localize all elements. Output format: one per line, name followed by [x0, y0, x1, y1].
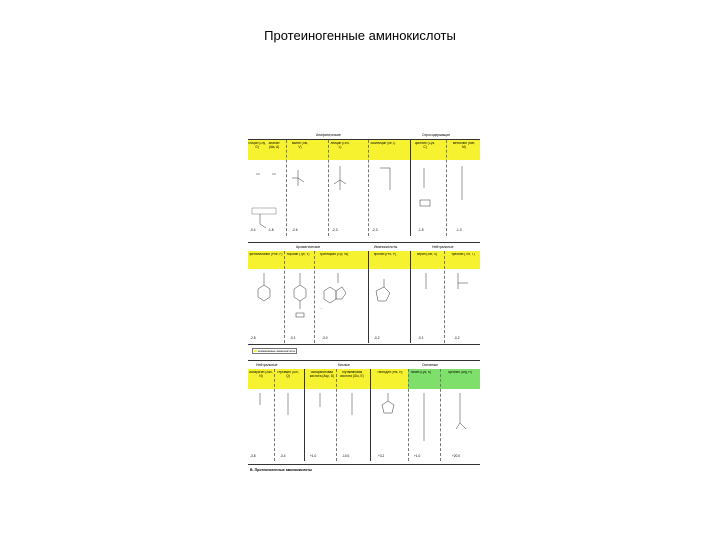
section1-structures — [246, 160, 482, 232]
pka-tyr: -0.1 — [290, 336, 296, 340]
pka-cys: -1.5 — [418, 228, 424, 232]
section3-header-basic: Основные — [422, 363, 439, 367]
name-arg: аргинин (Arg, R) — [448, 371, 472, 374]
section3-header-acidic: Кислые — [338, 363, 350, 367]
section3-header-neutral: Нейтральные — [256, 363, 278, 367]
name-ala: аланин (Ala, A) — [268, 142, 280, 149]
section3-structures — [246, 389, 482, 459]
pka-gly: -0.4 — [250, 228, 256, 232]
name-tyr: тирозин (Tyr, Y) — [286, 253, 310, 256]
pka-ile: -2.3 — [372, 228, 378, 232]
name-gly: глицин (Gly, G) — [248, 142, 266, 149]
name-lys: лизин (Lys, K) — [410, 371, 432, 374]
name-gln: глутамин (Gln, Q) — [277, 371, 299, 378]
amino-acid-table — [246, 130, 482, 478]
name-glu: глутаминовая кислота (Glu, E) — [340, 371, 364, 378]
pka-pro: -0.2 — [374, 336, 380, 340]
legend-essential — [252, 348, 297, 354]
name-cys: цистеин (Cys, C) — [414, 142, 436, 149]
section2-structures — [246, 269, 482, 339]
divider — [248, 464, 480, 465]
name-thr: треонин (Thr, T) — [451, 253, 475, 256]
name-his: гистидин (His, H) — [377, 371, 403, 374]
name-trp: триптофан (Trp, W) — [319, 253, 349, 256]
table-caption: В. Протеиногенные аминокислоты — [250, 468, 313, 472]
section1-header-sulfur: Серосодержащие — [422, 133, 451, 137]
page-title: Протеиногенные аминокислоты — [264, 28, 456, 43]
pka-lys: +1.0 — [414, 454, 421, 458]
name-ile: изолейцин (Ile, I) — [370, 142, 396, 145]
name-asp: аспарагиновая кислота (Asp, D) — [309, 371, 335, 378]
pka-trp: -3.0 — [322, 336, 328, 340]
name-phe: фенилаланин (Phe, F) — [249, 253, 283, 256]
divider — [248, 242, 480, 243]
pka-glu: -10.0 — [342, 454, 350, 458]
legend-swatch — [254, 350, 257, 352]
name-leu: лейцин (Leu, L) — [330, 142, 350, 149]
pka-arg: +20.0 — [452, 454, 461, 458]
section1-header-aliphatic: Алифатические — [316, 133, 341, 137]
name-pro: пролин (Pro, P) — [373, 253, 397, 256]
pka-met: -1.3 — [456, 228, 462, 232]
section2-header-imino: Иминокислоты — [374, 245, 398, 249]
section2-header-neutral: Нейтральные — [432, 245, 454, 249]
name-met: метионин (Met, M) — [452, 142, 476, 149]
pka-val: -2.6 — [292, 228, 298, 232]
pka-asn: -3.8 — [250, 454, 256, 458]
divider — [248, 344, 480, 345]
pka-gln: -3.4 — [280, 454, 286, 458]
name-val: валин (Val, V) — [291, 142, 309, 149]
trp-ring-note: ‑ ‑ — [320, 306, 323, 310]
legend-essential-text: незаменимые аминокислоты — [257, 349, 296, 353]
section2-header-aromatic: Ароматические — [296, 245, 321, 249]
pka-leu: -2.3 — [332, 228, 338, 232]
name-ser: серин (Ser, S) — [416, 253, 438, 256]
pka-ala: -1.8 — [268, 228, 274, 232]
divider — [248, 360, 480, 361]
name-asn: аспарагин (Asn, N) — [249, 371, 273, 378]
pka-phe: -2.8 — [250, 336, 256, 340]
pka-thr: -0.2 — [454, 336, 460, 340]
pka-asp: +1.0 — [310, 454, 317, 458]
pka-his: +3.2 — [378, 454, 385, 458]
pka-ser: -0.1 — [418, 336, 424, 340]
